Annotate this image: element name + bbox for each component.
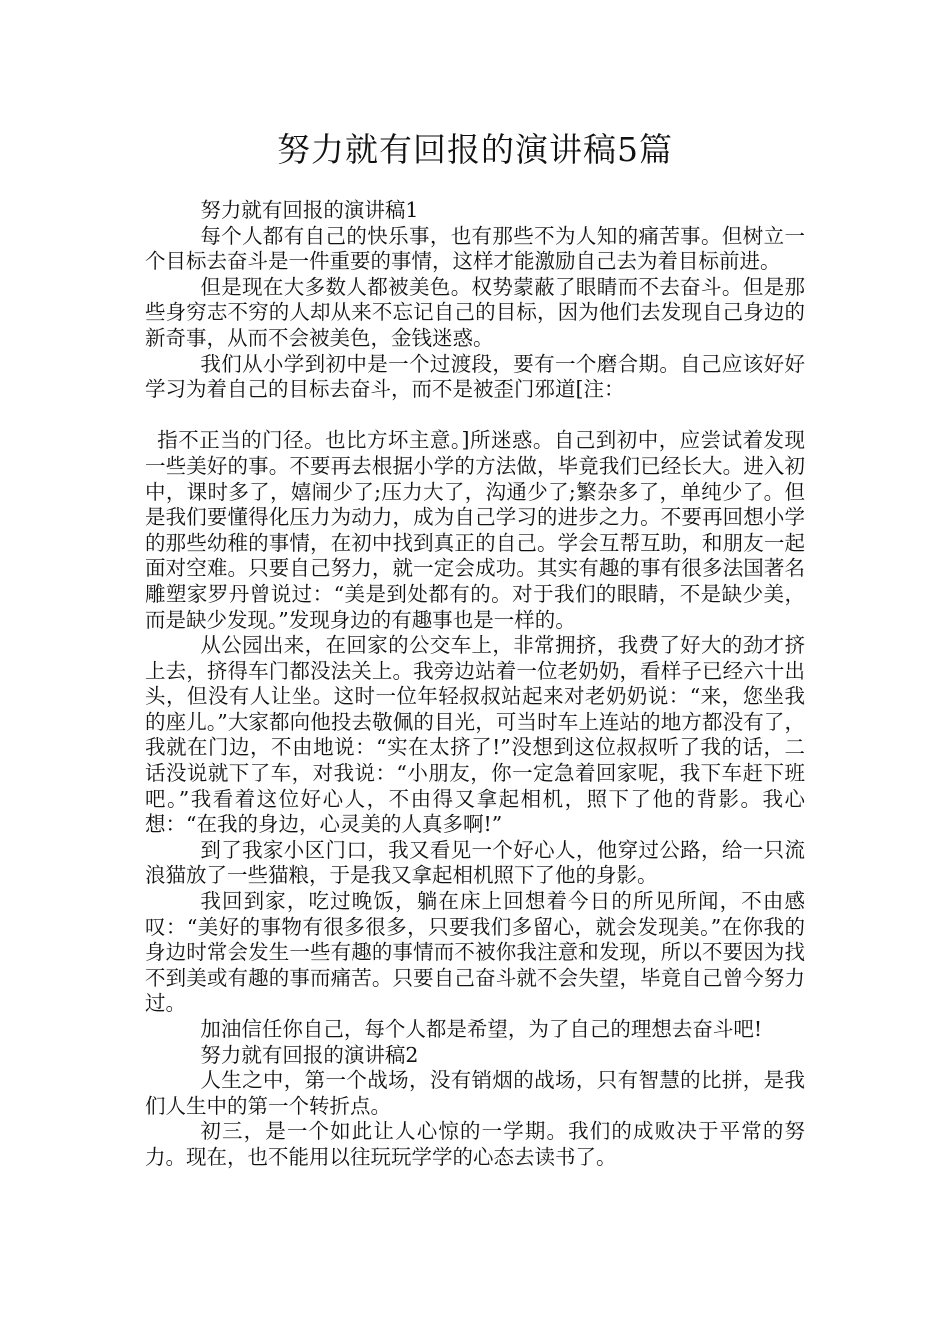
paragraph: 每个人都有自己的快乐事，也有那些不为人知的痛苦事。但树立一个目标去奋斗是一件重要的事情，这样才能激励自己去为着目标前进。 [145, 223, 805, 274]
paragraph-note-continuation: 指不正当的门径。也比方坏主意。]所迷惑。自己到初中，应尝试着发现一些美好的事。不要再去根据小学的方法做，毕竟我们已经长大。进入初中，课时多了，嬉闹少了;压力大了，沟通少了;繁杂多了，单纯少了。但是我们要懂得化压力为动力，成为自己学习的进步之力。不要再回想小学的那些幼稚的事情，在初中找到真正的自己。学会互帮互助，和朋友一起面对空难。只要自己努力，就一定会成功。其实有趣的事有很多法国著名雕塑家罗丹曾说过：“美是到处都有的。对于我们的眼睛，不是缺少美，而是缺少发现。”发现身边的有趣事也是一样的。 [145, 428, 805, 632]
paragraph: 从公园出来，在回家的公交车上，非常拥挤，我费了好大的劲才挤上去，挤得车门都没法关上。我旁边站着一位老奶奶，看样子已经六十出头，但没有人让坐。这时一位年轻叔叔站起来对老奶奶说：“来，您坐我的座儿。”大家都向他投去敬佩的目光，可当时车上连站的地方都没有了，我就在门边，不由地说：“实在太挤了!”没想到这位叔叔听了我的话，二话没说就下了车，对我说：“小朋友，你一定急着回家呢，我下车赶下班吧。”我看着这位好心人，不由得又拿起相机，照下了他的背影。我心想：“在我的身边，心灵美的人真多啊!” [145, 633, 805, 837]
section-heading: 努力就有回报的演讲稿1 [200, 198, 419, 222]
paragraph: 初三，是一个如此让人心惊的一学期。我们的成败决于平常的努力。现在，也不能用以往玩玩学学的心态去读书了。 [145, 1119, 805, 1169]
paragraph: 但是现在大多数人都被美色。权势蒙蔽了眼睛而不去奋斗。但是那些身穷志不穷的人却从来不忘记自己的目标，因为他们去发现自己身边的新奇事，从而不会被美色，金钱迷惑。 [145, 274, 805, 350]
section-heading: 努力就有回报的演讲稿2 [200, 1042, 419, 1067]
paragraph: 人生之中，第一个战场，没有销烟的战场，只有智慧的比拼，是我们人生中的第一个转折点。 [145, 1068, 805, 1118]
paragraph: 加油信任你自己，每个人都是希望，为了自己的理想去奋斗吧! [200, 1017, 763, 1041]
paragraph: 我们从小学到初中是一个过渡段，要有一个磨合期。自己应该好好学习为着自己的目标去奋斗，而不是被歪门邪道[注： [145, 351, 805, 402]
paragraph: 到了我家小区门口，我又看见一个好心人，他穿过公路，给一只流浪猫放了一些猫粮，于是我又拿起相机照下了他的身影。 [145, 837, 805, 888]
document-title: 努力就有回报的演讲稿5篇 [277, 130, 673, 169]
document-body [145, 198, 805, 1171]
paragraph: 我回到家，吃过晚饭，躺在床上回想着今日的所见所闻，不由感叹：“美好的事物有很多很多，只要我们多留心，就会发现美。”在你我的身边时常会发生一些有趣的事情而不被你我注意和发现，所以不要因为找不到美或有趣的事而痛苦。只要自己奋斗就不会失望，毕竟自己曾今努力过。 [145, 889, 805, 1016]
